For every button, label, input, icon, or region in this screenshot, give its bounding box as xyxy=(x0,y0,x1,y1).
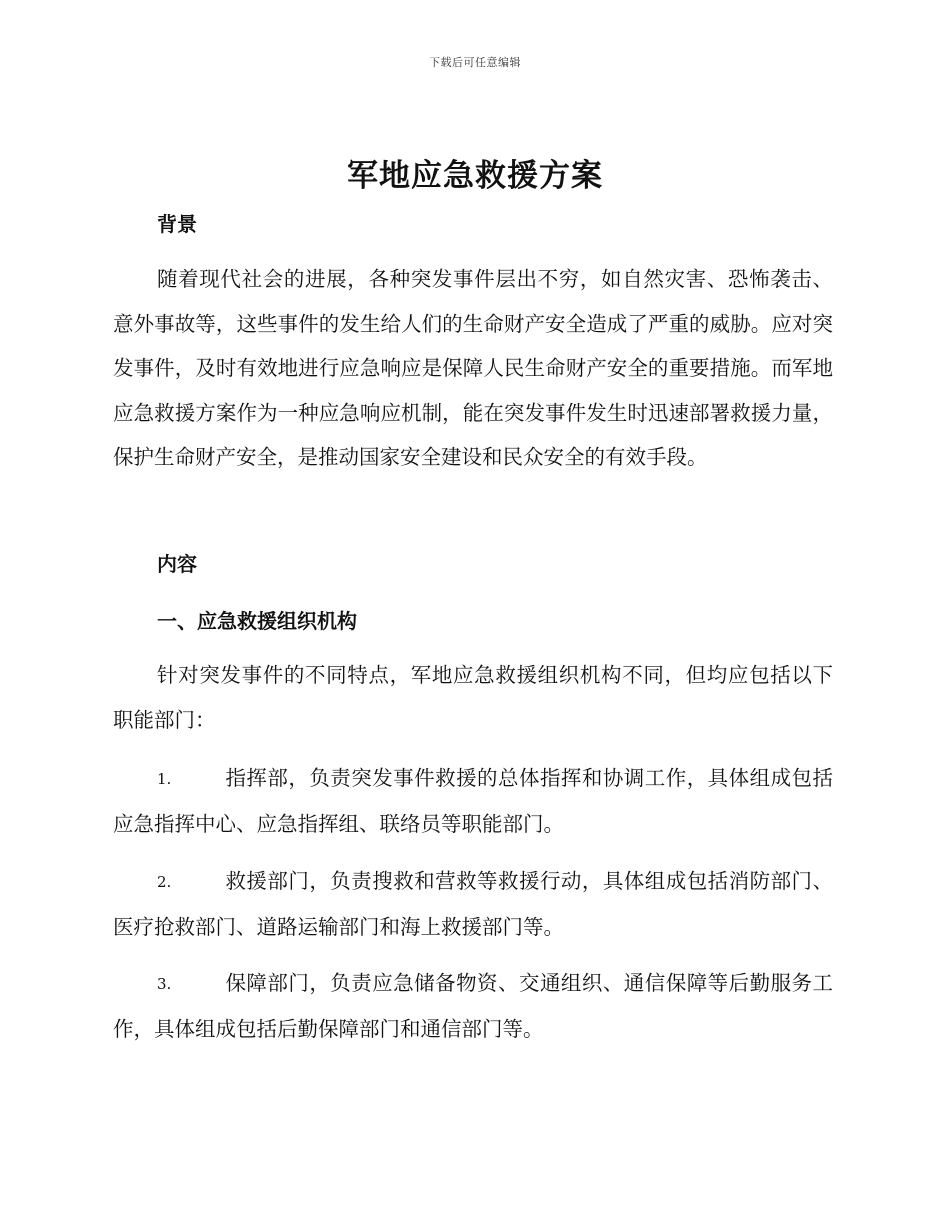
section-heading-content: 内容 xyxy=(157,552,197,576)
list-item-text: 保障部门，负责应急储备物资、交通组织、通信保障等后勤服务工作，具体组成包括后勤保障部门和通信部门等。 xyxy=(113,971,833,1041)
subheading-organization: 一、应急救援组织机构 xyxy=(157,609,357,633)
list-item-text: 指挥部，负责突发事件救援的总体指挥和协调工作，具体组成包括应急指挥中心、应急指挥组、联络员等职能部门。 xyxy=(113,766,833,836)
list-item: 1. 指挥部，负责突发事件救援的总体指挥和协调工作，具体组成包括应急指挥中心、应急指挥组、联络员等职能部门。 xyxy=(113,766,833,836)
document-title: 军地应急救援方案 xyxy=(347,158,603,194)
header-note: 下载后可任意编辑 xyxy=(429,56,521,69)
list-item: 3. 保障部门，负责应急储备物资、交通组织、通信保障等后勤服务工作，具体组成包括后勤保障部门和通信部门等。 xyxy=(113,971,833,1041)
organization-intro-paragraph: 针对突发事件的不同特点，军地应急救援组织机构不同，但均应包括以下职能部门： xyxy=(113,663,833,732)
background-paragraph: 随着现代社会的进展，各种突发事件层出不穷，如自然灾害、恐怖袭击、意外事故等，这些事件的发生给人们的生命财产安全造成了严重的威胁。应对突发事件，及时有效地进行应急响应是保障人民生命财产安全的重要措施。而军地应急救援方案作为一种应急响应机制，能在突发事件发生时迅速部署救援力量，保护生命财产安全，是推动国家安全建设和民众安全的有效手段。 xyxy=(113,267,833,469)
list-item: 2. 救援部门，负责搜救和营救等救援行动，具体组成包括消防部门、医疗抢救部门、道路运输部门和海上救援部门等。 xyxy=(113,869,833,939)
list-item-text: 救援部门，负责搜救和营救等救援行动，具体组成包括消防部门、医疗抢救部门、道路运输部门和海上救援部门等。 xyxy=(113,869,833,939)
section-heading-background: 背景 xyxy=(157,212,197,236)
